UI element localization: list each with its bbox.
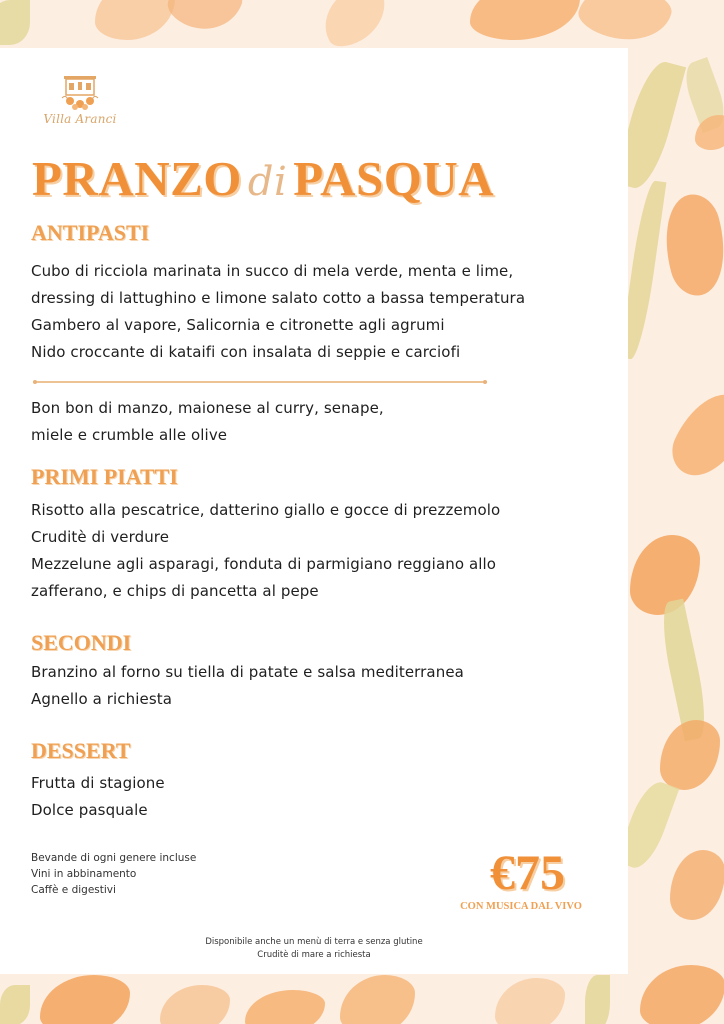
primi-list (31, 497, 500, 605)
divider (33, 381, 487, 383)
flower-decoration (653, 189, 724, 301)
price: €75 (490, 844, 565, 900)
menu-item: zafferano, e chips di pancetta al pepe (31, 582, 319, 600)
menu-item: Risotto alla pescatrice, datterino giallo e gocce di prezzemolo (31, 501, 501, 519)
butterfly-decoration (95, 0, 175, 40)
title-pasqua: PASQUA (293, 151, 495, 206)
flower-decoration (245, 990, 325, 1024)
flower-decoration (340, 975, 415, 1024)
flower-decoration (640, 965, 724, 1024)
menu-item: dressing di lattughino e limone salato cotto a bassa temperatura (31, 289, 526, 307)
flower-decoration (630, 535, 700, 615)
dessert-list (31, 770, 165, 824)
menu-item: Dolce pasquale (31, 801, 148, 819)
section-heading-dessert: DESSERT (31, 738, 131, 763)
flower-decoration (670, 850, 724, 920)
flower-decoration (660, 720, 720, 790)
menu-item: Cruditè di verdure (31, 528, 170, 546)
footer-notes (0, 936, 628, 962)
menu-item: miele e crumble alle olive (31, 426, 228, 444)
leaf-decoration (656, 599, 712, 742)
leaf-decoration (0, 985, 30, 1024)
flower-decoration (470, 0, 580, 40)
flower-decoration (574, 0, 675, 51)
menu-item: Cubo di ricciola marinata in succo di mela verde, menta e lime, (31, 262, 514, 280)
flower-decoration (312, 0, 398, 54)
logo-text: Villa Aranci (43, 112, 117, 126)
menu-item: Nido croccante di kataifi con insalata di seppie e carciofi (31, 343, 461, 361)
menu-item: Frutta di stagione (31, 774, 165, 792)
flower-decoration (664, 382, 724, 489)
section-heading-secondi: SECONDI (31, 630, 132, 655)
title-di: di (247, 159, 288, 205)
note-item: Bevande di ogni genere incluse (31, 852, 197, 864)
note-item: Caffè e digestivi (31, 884, 116, 896)
menu-item: Agnello a richiesta (31, 690, 173, 708)
footer-line: Cruditè di mare a richiesta (257, 950, 371, 960)
menu-item: Bon bon di manzo, maionese al curry, senape, (31, 399, 384, 417)
footer-line: Disponibile anche un menù di terra e senza glutine (205, 937, 423, 947)
page-title (32, 150, 494, 207)
menu-item: Gambero al vapore, Salicornia e citronette agli agrumi (31, 316, 445, 334)
menu-item: Mezzelune agli asparagi, fonduta di parmigiano reggiano allo (31, 555, 497, 573)
leaf-decoration (0, 0, 30, 45)
price-subtitle: CON MUSICA DAL VIVO (460, 901, 582, 912)
included-notes (31, 850, 196, 898)
antipasti-extra-list (31, 395, 384, 449)
antipasti-list (31, 258, 525, 366)
secondi-list (31, 659, 464, 713)
title-pranzo: PRANZO (32, 151, 242, 206)
flower-decoration (163, 0, 248, 40)
note-item: Vini in abbinamento (31, 868, 137, 880)
flower-decoration (160, 985, 230, 1024)
butterfly-decoration (495, 978, 565, 1024)
leaf-decoration (585, 975, 610, 1024)
section-heading-antipasti: ANTIPASTI (31, 220, 150, 245)
menu-item: Branzino al forno su tiella di patate e salsa mediterranea (31, 663, 464, 681)
section-heading-primi: PRIMI PIATTI (31, 464, 178, 489)
flower-decoration (40, 975, 130, 1024)
logo (34, 74, 126, 136)
villa-crest-icon (34, 74, 126, 114)
